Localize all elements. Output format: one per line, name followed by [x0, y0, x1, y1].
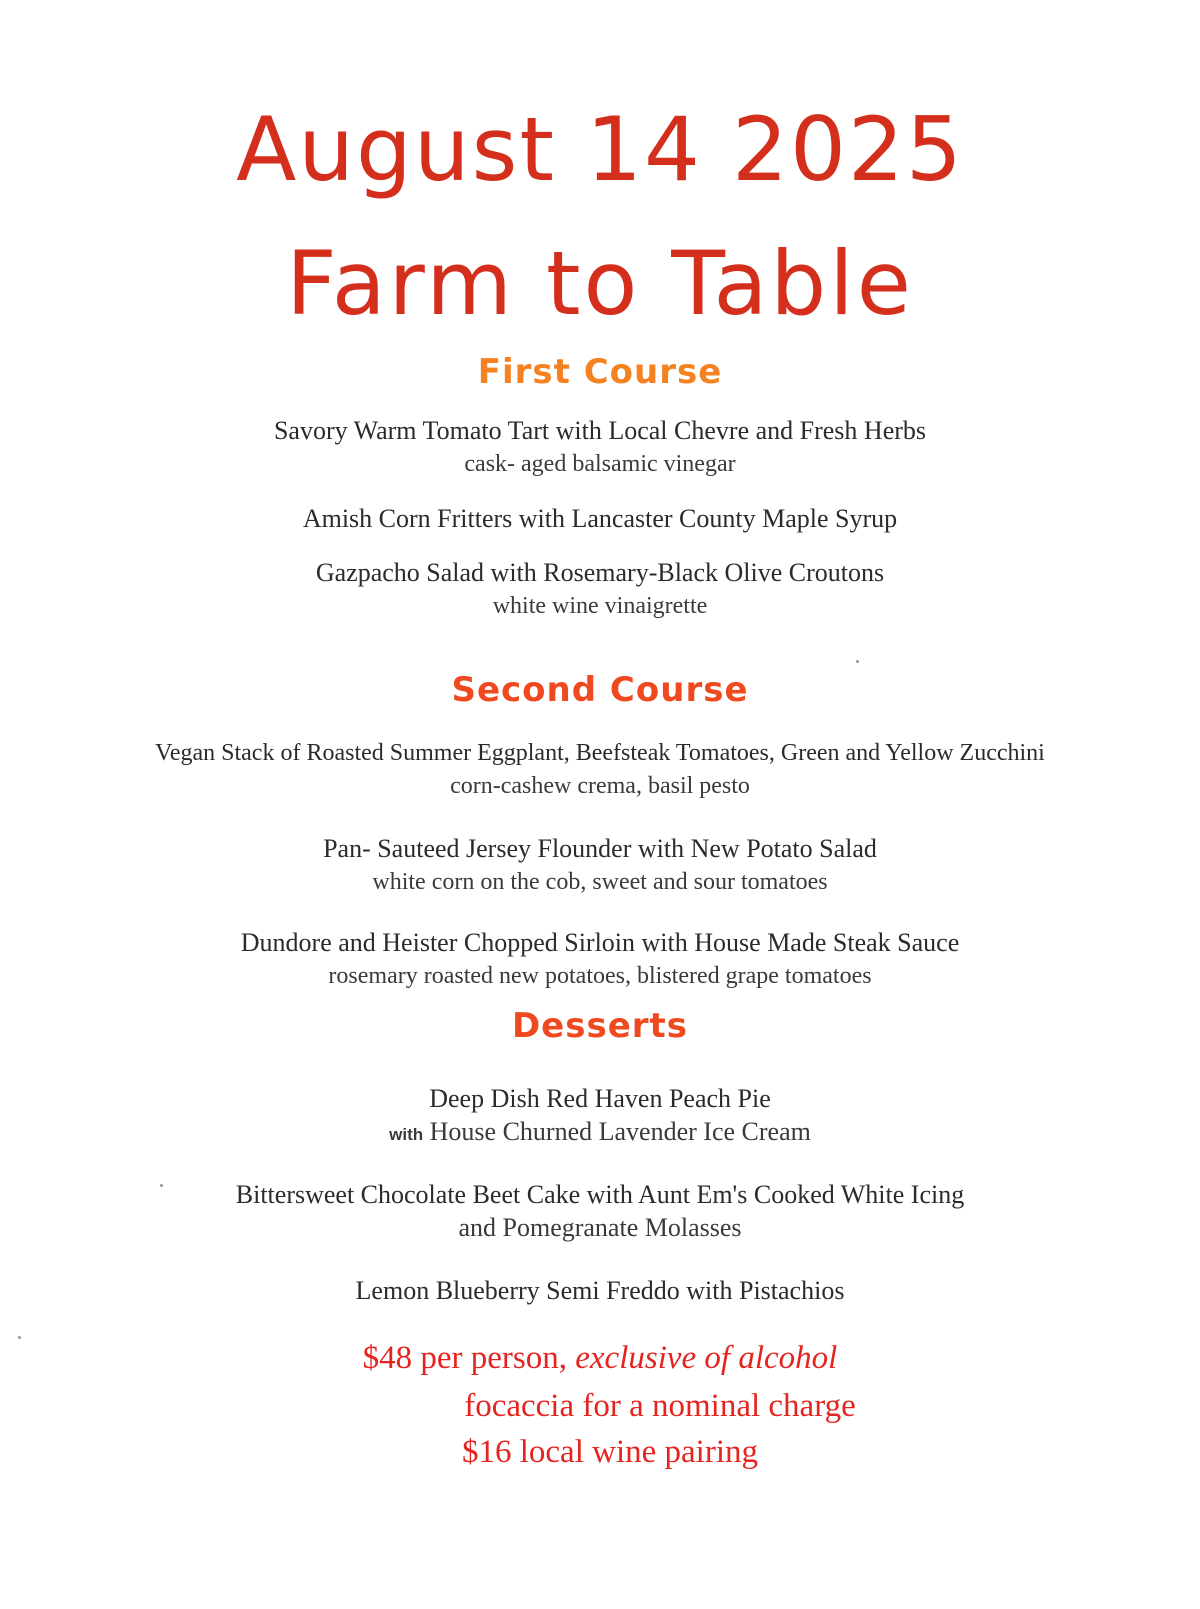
- menu-date-title: August 14 2025: [236, 98, 964, 201]
- scan-speck: [18, 1336, 21, 1339]
- first-course-heading: First Course: [477, 352, 723, 392]
- scan-speck: [160, 1184, 163, 1187]
- menu-item: [0, 414, 1200, 480]
- dish-name: Gazpacho Salad with Rosemary-Black Olive Croutons: [315, 558, 885, 587]
- dish-name: Savory Warm Tomato Tart with Local Chevre and Fresh Herbs: [273, 416, 927, 445]
- menu-item: [0, 1274, 1200, 1308]
- dish-name: Bittersweet Chocolate Beet Cake with Aunt Em's Cooked White Icing: [235, 1180, 965, 1209]
- dish-note: white corn on the cob, sweet and sour tomatoes: [372, 869, 828, 895]
- menu-item: [0, 1178, 1200, 1244]
- price-line: [0, 1336, 1200, 1380]
- menu-theme-title: Farm to Table: [286, 232, 914, 335]
- scan-speck: [856, 660, 859, 663]
- desserts-heading: Desserts: [511, 1006, 689, 1046]
- dish-name: Amish Corn Fritters with Lancaster County Maple Syrup: [302, 504, 898, 533]
- menu-item: [0, 502, 1200, 536]
- dish-note: cask- aged balsamic vinegar: [464, 451, 736, 477]
- menu-item: [0, 1082, 1200, 1151]
- menu-item: [0, 736, 1200, 802]
- dish-name: Deep Dish Red Haven Peach Pie: [429, 1084, 771, 1113]
- dish-note: white wine vinaigrette: [492, 593, 708, 619]
- price-text: $48 per person,: [362, 1340, 568, 1376]
- dish-name: Pan- Sauteed Jersey Flounder with New Potato Salad: [323, 834, 877, 863]
- dish-note: and Pomegranate Molasses: [458, 1213, 742, 1242]
- dish-note: rosemary roasted new potatoes, blistered grape tomatoes: [328, 963, 872, 989]
- price-note: exclusive of alcohol: [575, 1340, 838, 1376]
- dish-name: Lemon Blueberry Semi Freddo with Pistachios: [355, 1276, 845, 1305]
- dish-note: House Churned Lavender Ice Cream: [429, 1117, 811, 1146]
- dish-note: corn-cashew crema, basil pesto: [450, 773, 750, 799]
- dish-name: Dundore and Heister Chopped Sirloin with House Made Steak Sauce: [240, 928, 960, 957]
- focaccia-line: focaccia for a nominal charge: [464, 1388, 856, 1424]
- with-label: with: [389, 1125, 424, 1144]
- menu-item: [0, 926, 1200, 992]
- dish-name: Vegan Stack of Roasted Summer Eggplant, Beefsteak Tomatoes, Green and Yellow Zucchini: [155, 740, 1045, 766]
- menu-item: [0, 556, 1200, 622]
- menu-item: [0, 832, 1200, 898]
- wine-pairing-line: $16 local wine pairing: [461, 1434, 758, 1470]
- second-course-heading: Second Course: [451, 670, 749, 710]
